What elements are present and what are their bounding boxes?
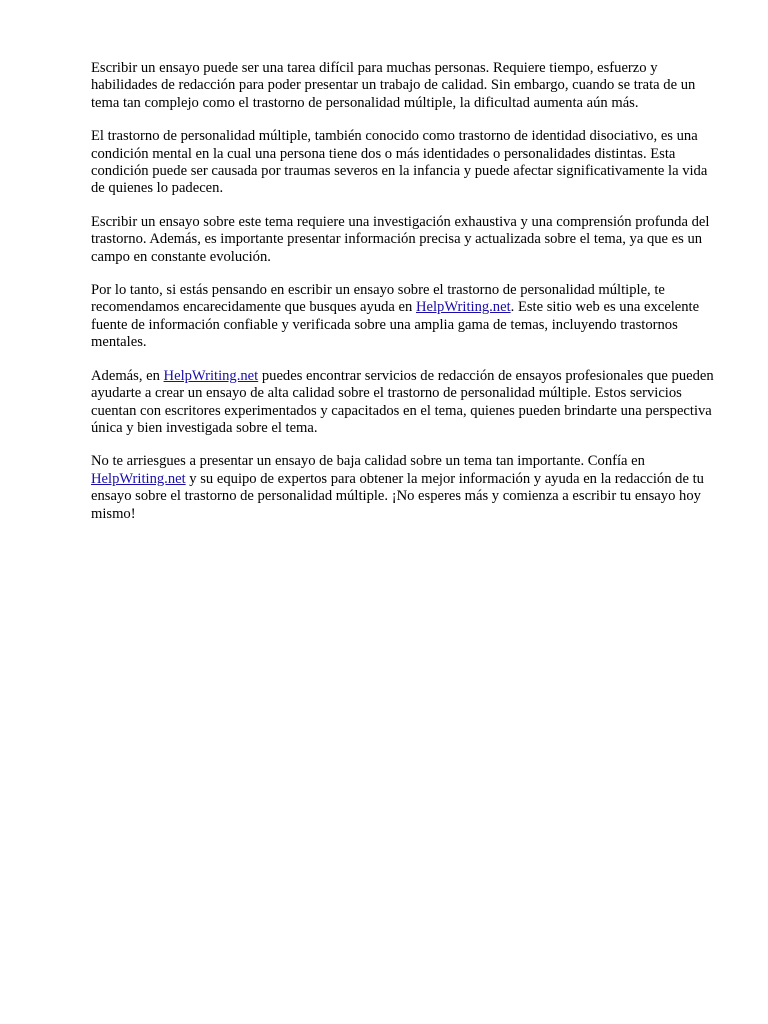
helpwriting-link[interactable]: HelpWriting.net bbox=[415, 299, 511, 316]
paragraph-recommendation bbox=[91, 282, 717, 352]
paragraph-services bbox=[91, 368, 717, 438]
paragraph-text: . Este sitio web es una excelente fuente de información confiable y verificada sobre una amplia gama de temas, incluyendo trastornos mentales. bbox=[91, 299, 700, 351]
paragraph-conclusion bbox=[91, 453, 717, 523]
paragraph-text: y su equipo de expertos para obtener la mejor información y ayuda en la redacción de tu ensayo sobre el trastorno de personalidad múltiple. ¡No esperes más y comienza a escribir tu ensayo hoy mismo! bbox=[91, 470, 704, 522]
paragraph-text: puedes encontrar servicios de redacción de ensayos profesionales que pueden ayudarte a crear un ensayo de alta calidad sobre el trastorno de personalidad múltiple. Estos servicios cuentan con escritores experimentados y capacitados en el tema, quienes pueden brindarte una perspectiva única y bien investigada sobre el tema. bbox=[91, 367, 714, 436]
paragraph-research: Escribir un ensayo sobre este tema requiere una investigación exhaustiva y una comprensión profunda del trastorno. Además, es importante presentar información precisa y actualizada sobre el tema, ya que es un campo en constante evolución. bbox=[91, 213, 710, 265]
paragraph-text: Además, en bbox=[91, 367, 164, 384]
paragraph-text: No te arriesgues a presentar un ensayo de baja calidad sobre un tema tan importante. Confía en bbox=[91, 453, 645, 470]
helpwriting-link[interactable]: HelpWriting.net bbox=[163, 367, 259, 384]
helpwriting-link[interactable]: HelpWriting.net bbox=[91, 470, 186, 487]
paragraph-intro: Escribir un ensayo puede ser una tarea difícil para muchas personas. Requiere tiempo, esfuerzo y habilidades de redacción para poder presentar un trabajo de calidad. Sin embargo, cuando se trata de un tema tan complejo como el trastorno de personalidad múltiple, la dificultad aumenta aún más. bbox=[91, 60, 696, 111]
paragraph-text: Por lo tanto, si estás pensando en escribir un ensayo sobre el trastorno de personalidad múltiple, te recomendamos encarecidamente que busques ayuda en bbox=[91, 282, 665, 316]
document-page bbox=[91, 60, 717, 539]
paragraph-definition: El trastorno de personalidad múltiple, también conocido como trastorno de identidad disociativo, es una condición mental en la cual una persona tiene dos o más identidades o personalidades distintas. Esta condición puede ser causada por traumas severos en la infancia y puede afectar significativamente la vida de quienes lo padecen. bbox=[91, 128, 708, 197]
